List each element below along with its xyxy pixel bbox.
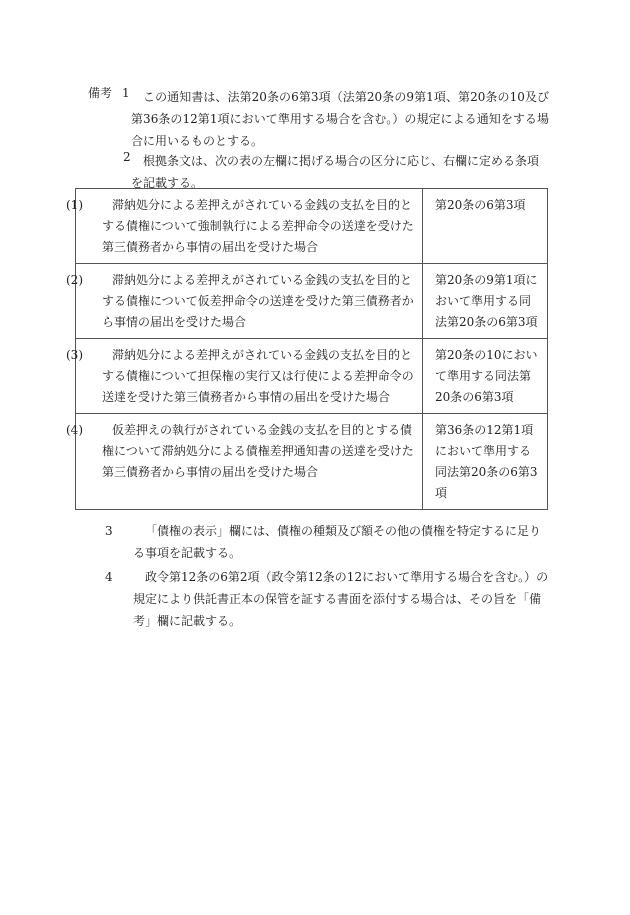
clause-cell: 第20条の6第3項 bbox=[423, 189, 548, 264]
note-4-text: 政令第12条の6第2項（政令第12条の12において準用する場合を含む。）の規定により供託書正本の保管を証する書面を添付する場合は、その旨を「備考」欄に記載する。 bbox=[133, 570, 549, 628]
remarks-label: 備考 bbox=[88, 86, 113, 100]
table-row bbox=[76, 264, 548, 339]
case-number: (3) bbox=[66, 348, 83, 362]
clause-cell: 第20条の9第1項において準用する同法第20条の6第3項 bbox=[423, 264, 548, 339]
table-row bbox=[76, 414, 548, 510]
clause-cell: 第20条の10において準用する同法第20条の6第3項 bbox=[423, 339, 548, 414]
note-4-number: 4 bbox=[105, 570, 113, 584]
case-number: (4) bbox=[66, 423, 83, 437]
note-4 bbox=[105, 566, 549, 632]
case-description: 滞納処分による差押えがされている金銭の支払を目的とする債権について担保権の実行又は行使による差押命令の送達を受けた第三債務者から事情の届出を受けた場合 bbox=[102, 348, 414, 404]
note-1-number: 1 bbox=[122, 86, 130, 100]
case-description: 滞納処分による差押えがされている金銭の支払を目的とする債権について強制執行による差押命令の送達を受けた第三債務者から事情の届出を受けた場合 bbox=[102, 198, 414, 254]
basis-clause-table bbox=[66, 188, 548, 510]
case-description: 仮差押えの執行がされている金銭の支払を目的とする債権について滞納処分による債権差押通知書の送達を受けた第三債務者から事情の届出を受けた場合 bbox=[102, 423, 414, 479]
case-cell bbox=[66, 264, 423, 339]
case-description: 滞納処分による差押えがされている金銭の支払を目的とする債権について仮差押命令の送達を受けた第三債務者から事情の届出を受けた場合 bbox=[102, 273, 414, 329]
case-number: (2) bbox=[66, 273, 83, 287]
note-2-number: 2 bbox=[123, 150, 131, 164]
note-3-number: 3 bbox=[105, 524, 113, 538]
case-cell bbox=[66, 414, 423, 510]
table-row bbox=[76, 339, 548, 414]
table-row bbox=[76, 189, 548, 264]
note-3 bbox=[105, 520, 549, 564]
case-cell bbox=[66, 189, 423, 264]
clause-cell: 第36条の12第1項において準用する同法第20条の6第3項 bbox=[423, 414, 548, 510]
note-3-text: 「債権の表示」欄には、債権の種類及び額その他の債権を特定するに足りる事項を記載する。 bbox=[133, 524, 542, 560]
case-number: (1) bbox=[66, 198, 83, 212]
note-1-text: この通知書は、法第20条の6第3項（法第20条の9第1項、第20条の10及び第36条の12第1項において準用する場合を含む。）の規定による通知をする場合に用いるものとする。 bbox=[131, 90, 549, 148]
note-2-text: 根拠条文は、次の表の左欄に掲げる場合の区分に応じ、右欄に定める条項を記載する。 bbox=[131, 154, 540, 190]
case-cell bbox=[66, 339, 423, 414]
